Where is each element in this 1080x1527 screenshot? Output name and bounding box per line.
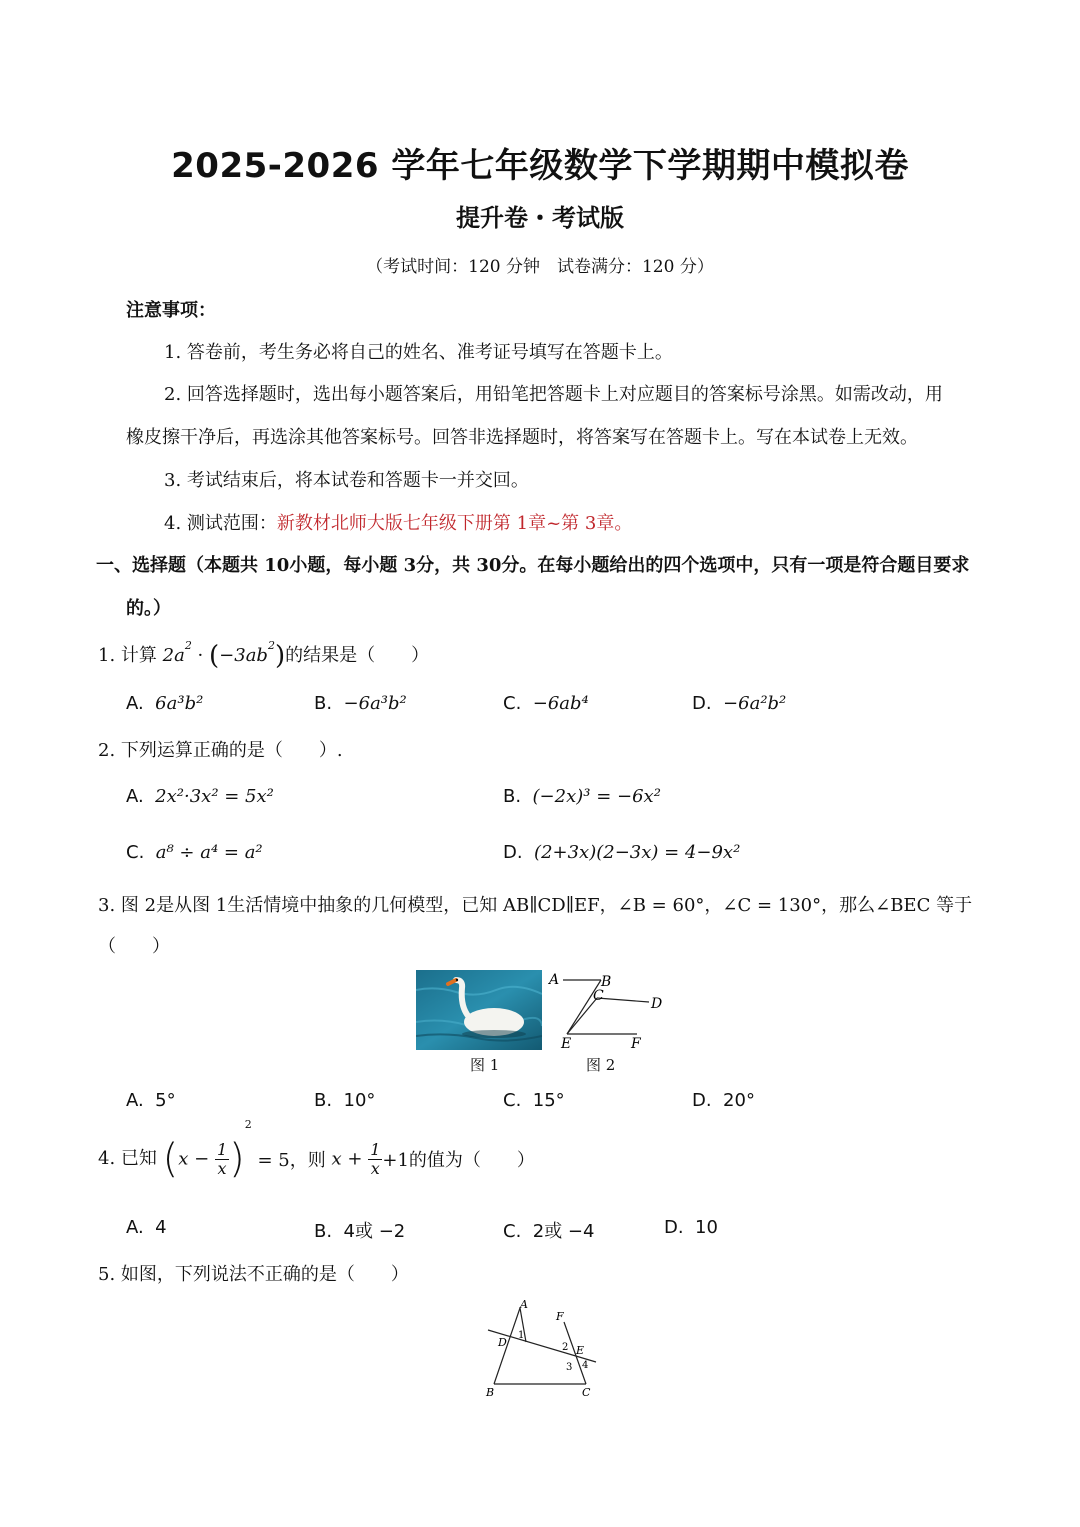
q4-fraction-1: $\frac{1}{x}$: [216, 1139, 228, 1178]
q1-option-b[interactable]: B. −6a³b²: [314, 693, 407, 714]
q3-option-c[interactable]: C. 15°: [503, 1090, 565, 1111]
label-a: A: [549, 972, 560, 988]
label-d: D: [651, 996, 663, 1012]
question-2: 2. 下列运算正确的是（ ）.: [98, 740, 343, 761]
notice-item-3: 3. 考试结束后，将本试卷和答题卡一并交回。: [164, 470, 529, 491]
section-1-heading-cont: 的。）: [126, 598, 171, 619]
q4-suffix: +1的值为（ ）: [382, 1150, 535, 1171]
q5-angle-3: 3: [566, 1362, 573, 1373]
swan-photo: [416, 970, 542, 1050]
q1-expr-b: $-3ab^2$: [219, 639, 275, 666]
q1-expr-a: $2a^2$: [162, 639, 192, 666]
q1-option-c[interactable]: C. −6ab⁴: [503, 693, 589, 714]
figure-1-caption: 图 1: [470, 1056, 500, 1074]
test-range: 新教材北师大版七年级下册第 1章~第 3章。: [276, 513, 633, 534]
label-c: C: [593, 988, 604, 1004]
q4-mid: = 5，则: [257, 1150, 326, 1171]
notice-item-2-line2: 橡皮擦干净后，再选涂其他答案标号。回答非选择题时，将答案写在答题卡上。写在本试卷上无效。: [126, 427, 918, 448]
q2-option-b[interactable]: B. (−2x)³ = −6x²: [503, 786, 661, 807]
q3-option-b[interactable]: B. 10°: [314, 1090, 376, 1111]
q5-label-c: C: [582, 1386, 591, 1399]
q5-label-f: F: [556, 1310, 564, 1323]
label-e: E: [561, 1036, 572, 1052]
notice-item-4-prefix: 4. 测试范围：: [164, 513, 277, 534]
q4-option-a[interactable]: A. 4: [126, 1217, 167, 1238]
q5-label-d: D: [498, 1336, 507, 1349]
q4-option-b[interactable]: B. 4或 −2: [314, 1221, 406, 1242]
q1-prefix: 1. 计算: [98, 645, 157, 666]
q5-label-b: B: [486, 1386, 495, 1399]
question-3-blank: （ ）: [98, 936, 170, 957]
q1-option-d[interactable]: D. −6a²b²: [692, 693, 787, 714]
question-3: 3. 图 2是从图 1生活情境中抽象的几何模型，已知 AB∥CD∥EF，∠B = 60°，∠C = 130°，那么∠BEC 等于: [98, 895, 973, 916]
section-1-heading: 一、选择题（本题共 10小题，每小题 3分，共 30分。在每小题给出的四个选项中，只有一项是符合题目要求: [96, 555, 970, 576]
notice-heading: 注意事项：: [126, 300, 216, 321]
page-subtitle: 提升卷・考试版: [456, 204, 624, 232]
q2-option-a[interactable]: A. 2x²·3x² = 5x²: [126, 786, 274, 807]
parallel-lines-diagram: [545, 968, 675, 1052]
q3-option-d[interactable]: D. 20°: [692, 1090, 755, 1111]
q5-label-e: E: [576, 1344, 585, 1357]
q4-fraction-2: $\frac{1}{x}$: [370, 1139, 381, 1178]
q3-option-a[interactable]: A. 5°: [126, 1090, 176, 1111]
q4-option-d[interactable]: D. 10: [664, 1217, 718, 1238]
q5-angle-4: 4: [582, 1360, 589, 1371]
triangle-diagram: [480, 1296, 610, 1400]
question-5: 5. 如图，下列说法不正确的是（ ）: [98, 1264, 409, 1285]
notice-item-1: 1. 答卷前，考生务必将自己的姓名、准考证号填写在答题卡上。: [164, 342, 673, 363]
page-title: 2025-2026 学年七年级数学下学期期中模拟卷: [171, 146, 909, 186]
exam-meta: （考试时间：120 分钟 试卷满分：120 分）: [366, 257, 714, 277]
notice-item-4: [164, 509, 632, 535]
q2-option-d[interactable]: D. (2+3x)(2−3x) = 4−9x²: [503, 842, 741, 863]
figure-2-caption: 图 2: [586, 1056, 616, 1074]
q5-angle-1: 1: [518, 1330, 525, 1341]
q4-option-c[interactable]: C. 2或 −4: [503, 1221, 595, 1242]
q5-angle-2: 2: [562, 1342, 569, 1353]
q5-label-a: A: [520, 1298, 528, 1311]
question-4: 4. 已知 (x − $\frac{1}{x}$ )$^2$ = 5，则 x + $\frac{1}{x}$ +1的值为（ ）: [98, 1118, 535, 1182]
question-1: 1. 计算 $2a^2 \cdot (-3ab^2)$的结果是（ ）: [98, 639, 430, 671]
q2-option-c[interactable]: C. a⁸ ÷ a⁴ = a²: [126, 842, 263, 863]
label-b: B: [601, 974, 612, 990]
q4-prefix: 4. 已知: [98, 1148, 157, 1169]
q1-option-a[interactable]: A. 6a³b²: [126, 693, 204, 714]
notice-item-2-line1: 2. 回答选择题时，选出每小题答案后，用铅笔把答题卡上对应题目的答案标号涂黑。如需改动，用: [164, 384, 943, 405]
q1-suffix: 的结果是（ ）: [285, 645, 430, 666]
label-f: F: [631, 1036, 641, 1052]
